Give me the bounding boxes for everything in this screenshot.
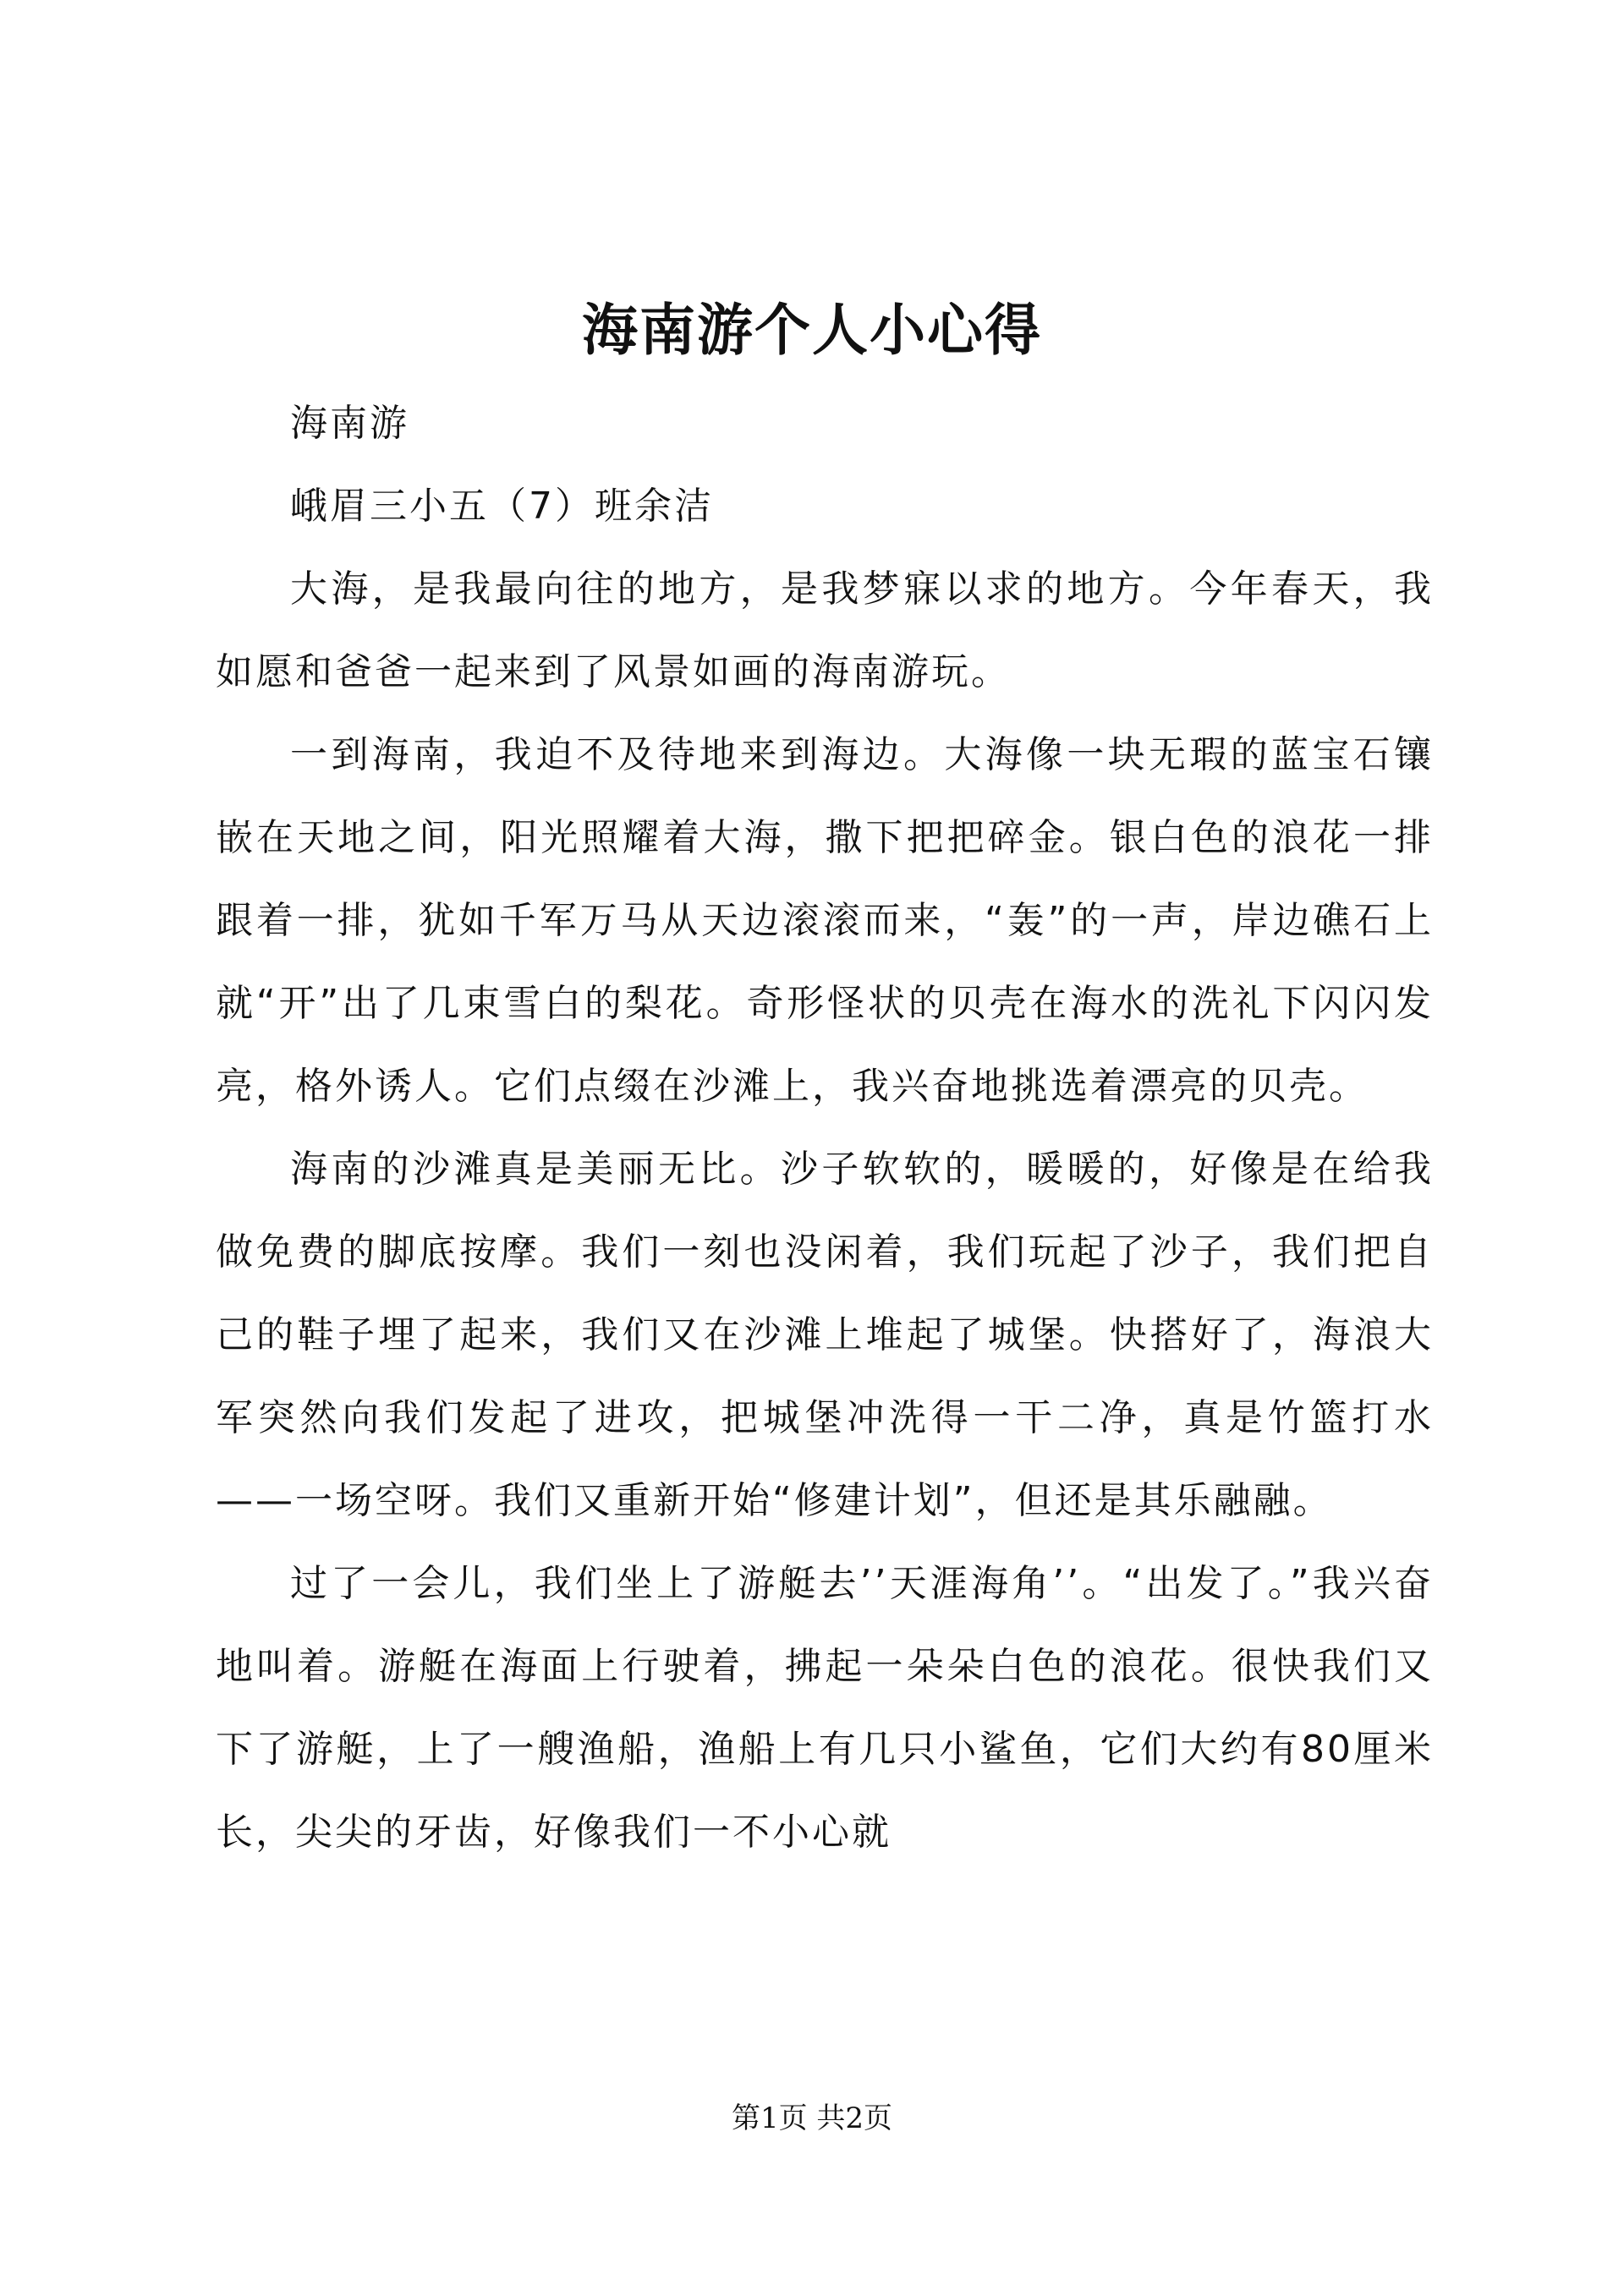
body-paragraph-2: 一到海南，我迫不及待地来到海边。大海像一块无瑕的蓝宝石镶嵌在天地之间，阳光照耀着大海，撒下把把碎金。银白色的浪花一排跟着一排，犹如千军万马从天边滚滚而来，“轰”的一声，岸边礁石上就“开”出了几束雪白的梨花。奇形怪状的贝壳在海水的洗礼下闪闪发亮，格外诱人。它们点缀在沙滩上，我兴奋地挑选着漂亮的贝壳。: [216, 733, 1434, 1108]
body-paragraph-1: 大海，是我最向往的地方，是我梦寐以求的地方。今年春天，我如愿和爸爸一起来到了风景如画的海南游玩。: [216, 567, 1434, 693]
body-paragraph-4: 过了一会儿，我们坐上了游艇去’’天涯海角’’。“出发了。”我兴奋地叫着。游艇在海面上行驶着，拂起一朵朵白色的浪花。很快我们又下了游艇，上了一艘渔船，渔船上有几只小鲨鱼，它们大约有80厘米长，尖尖的牙齿，好像我们一不小心就: [216, 1562, 1434, 1854]
document-body: [216, 382, 1434, 1874]
subtitle-paragraph: 海南游: [290, 402, 409, 445]
page-footer: 第1页 共2页: [731, 2101, 893, 2135]
document-title: 海南游个人小心得: [582, 297, 1042, 363]
author-paragraph: 峨眉三小五（7）班余洁: [290, 485, 714, 528]
body-paragraph-3: 海南的沙滩真是美丽无比。沙子软软的，暖暖的，好像是在给我做免费的脚底按摩。我们一刻也没闲着，我们玩起了沙子，我们把自己的鞋子埋了起来，我们又在沙滩上堆起了城堡。快搭好了，海浪大军突然向我们发起了进攻，把城堡冲洗得一干二净，真是竹篮打水——一场空呀。我们又重新开始“修建计划”，但还是其乐融融。: [216, 1148, 1434, 1522]
